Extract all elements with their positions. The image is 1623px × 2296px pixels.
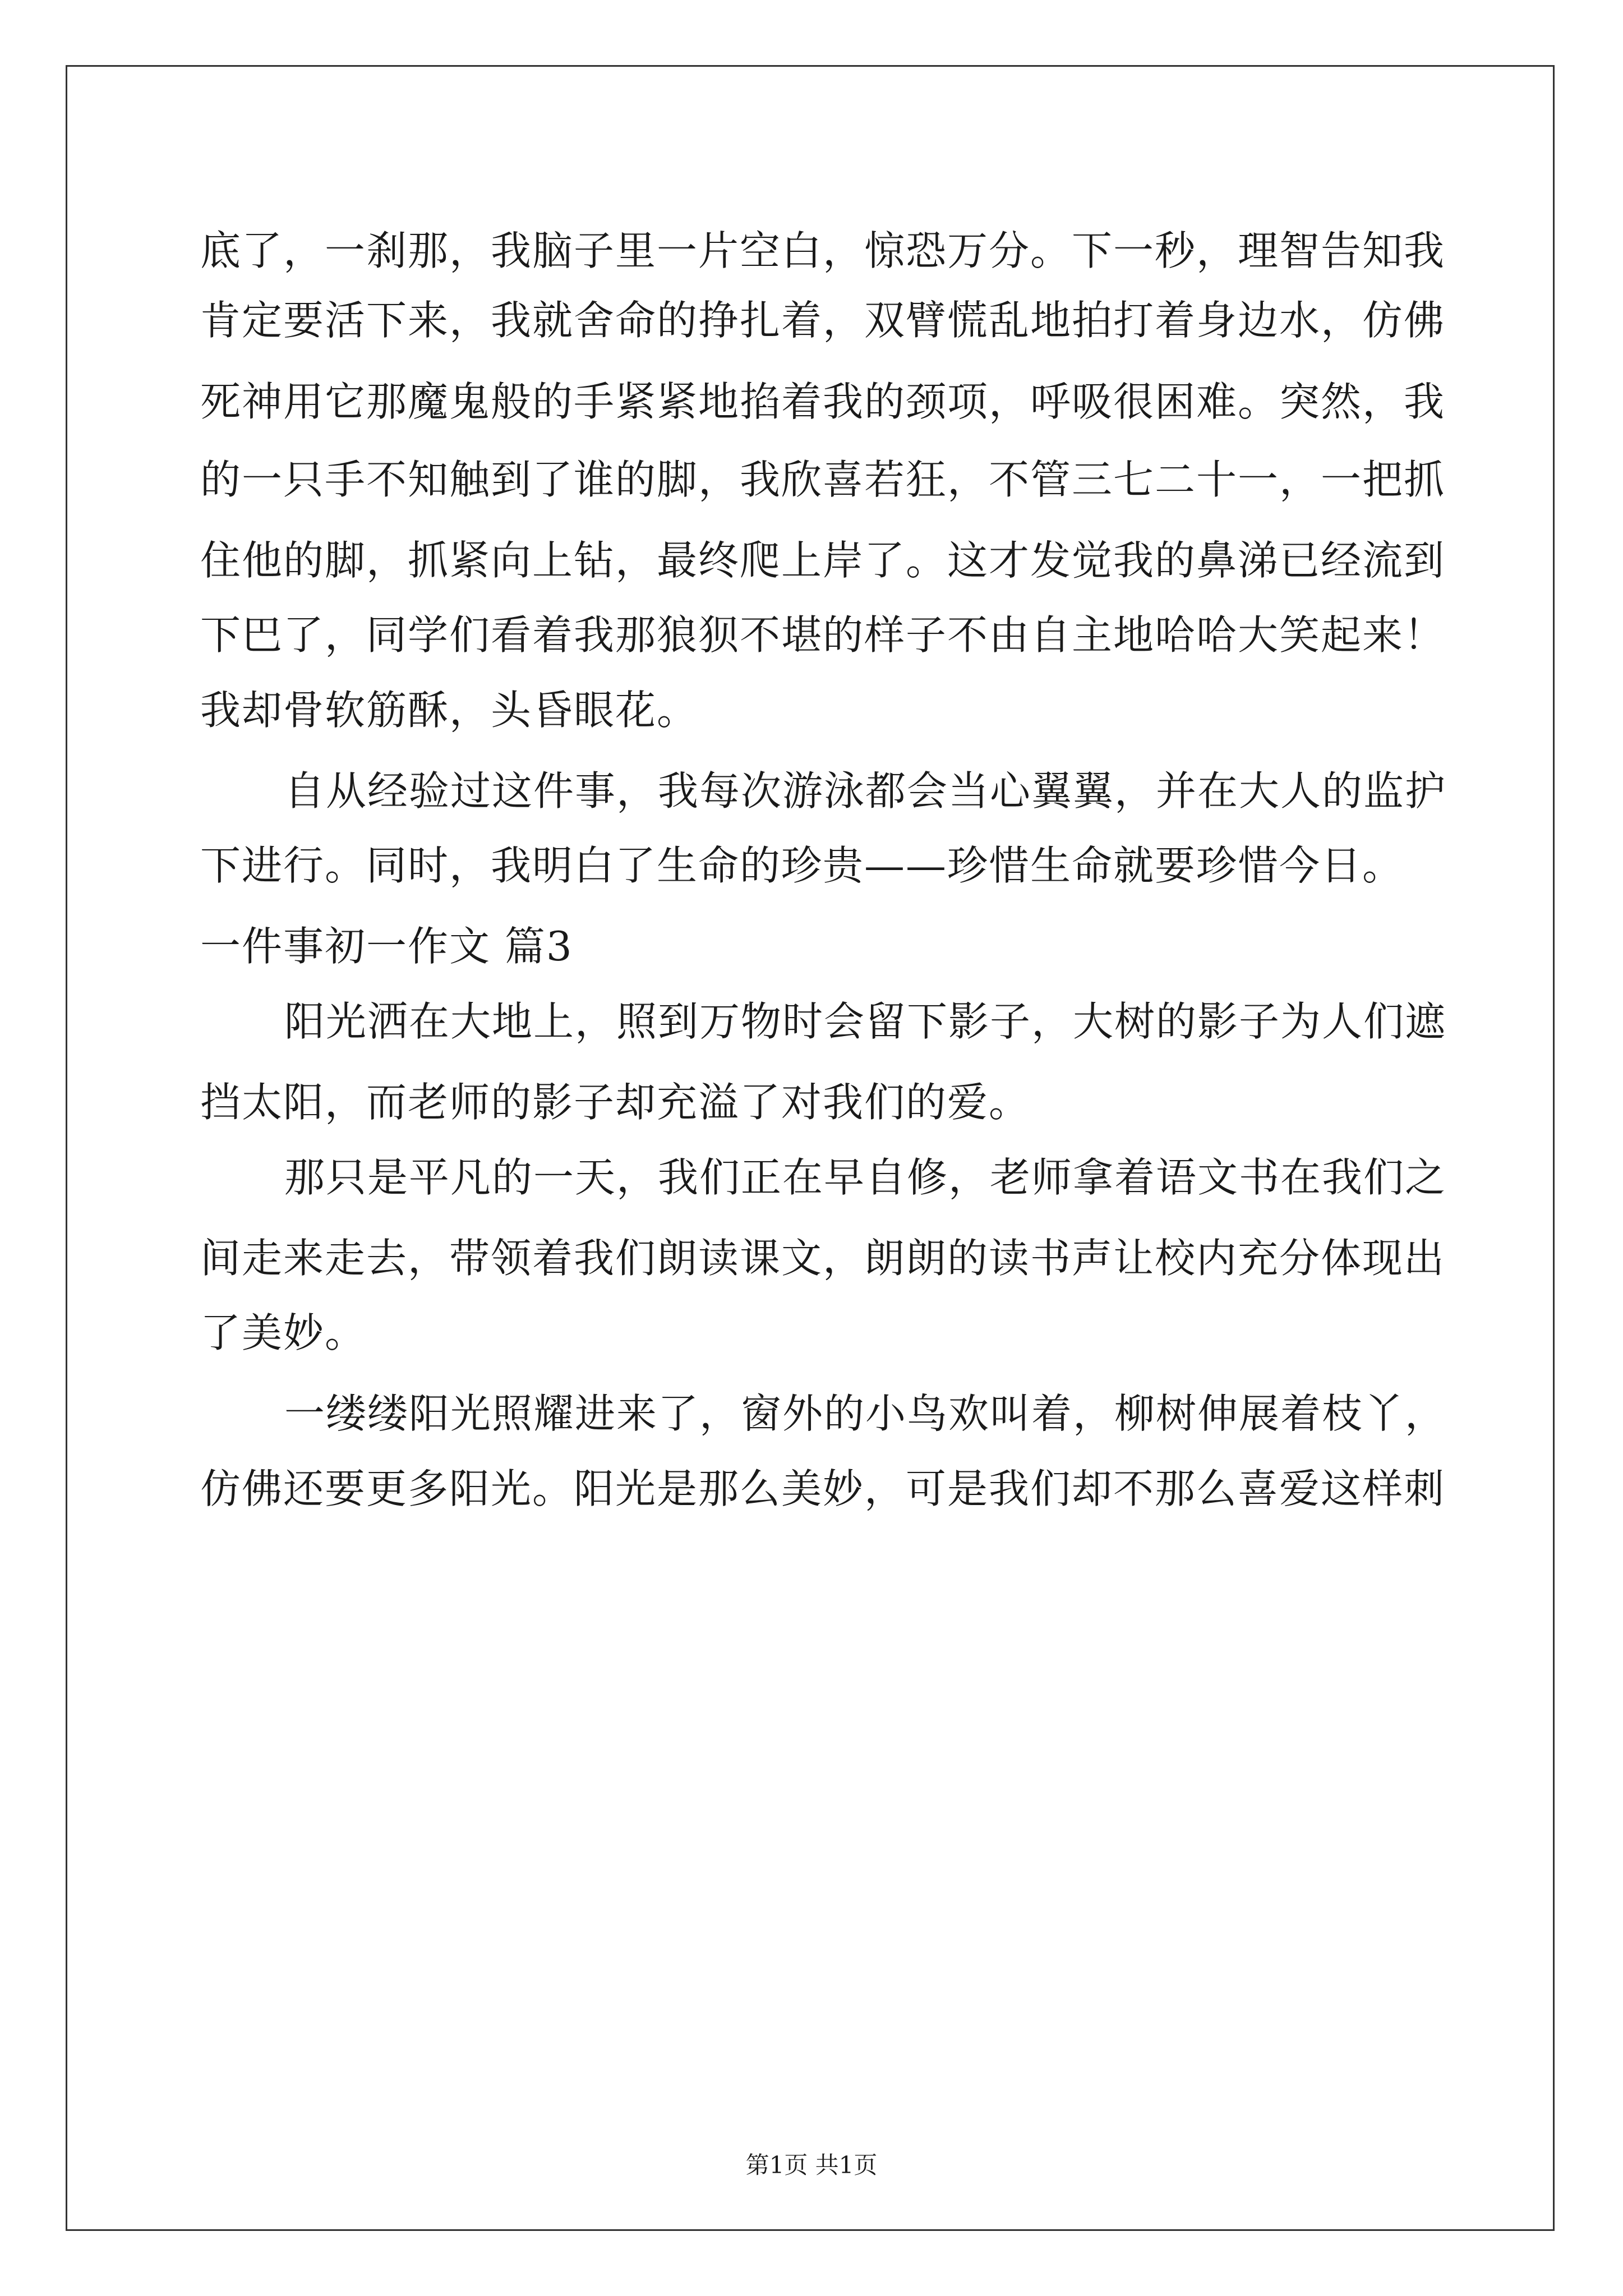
paragraph-line: 一缕缕阳光照耀进来了，窗外的小鸟欢叫着，柳树伸展着枝丫， xyxy=(284,1390,1447,1437)
paragraph-line: 下巴了，同学们看着我那狼狈不堪的样子不由自主地哈哈大笑起来！ xyxy=(200,611,1446,659)
paragraph-line: 那只是平凡的一天，我们正在早自修，老师拿着语文书在我们之 xyxy=(284,1154,1447,1201)
paragraph-line: 住他的脚，抓紧向上钻，最终爬上岸了。这才发觉我的鼻涕已经流到 xyxy=(200,537,1446,584)
paragraph-line: 下进行。同时，我明白了生命的珍贵——珍惜生命就要珍惜今日。 xyxy=(200,842,1404,889)
section-heading: 一件事初一作文 篇3 xyxy=(200,923,573,970)
paragraph-line: 了美妙。 xyxy=(200,1309,367,1356)
paragraph-line: 死神用它那魔鬼般的手紧紧地掐着我的颈项，呼吸很困难。突然，我 xyxy=(200,378,1446,425)
paragraph-line: 仿佛还要更多阳光。阳光是那么美妙，可是我们却不那么喜爱这样刺 xyxy=(200,1465,1446,1512)
paragraph-line: 肯定要活下来，我就舍命的挣扎着，双臂慌乱地拍打着身边水，仿佛 xyxy=(200,297,1446,344)
paragraph-line: 阳光洒在大地上，照到万物时会留下影子，大树的影子为人们遮 xyxy=(284,998,1447,1045)
paragraph-line: 间走来走去，带领着我们朗读课文，朗朗的读书声让校内充分体现出 xyxy=(200,1235,1446,1282)
paragraph-line: 底了，一刹那，我脑子里一片空白，惊恐万分。下一秒，理智告知我 xyxy=(200,227,1446,274)
paragraph-line: 挡太阳，而老师的影子却充溢了对我们的爱。 xyxy=(200,1079,1031,1126)
paragraph-line: 自从经验过这件事，我每次游泳都会当心翼翼，并在大人的监护 xyxy=(284,767,1447,815)
page-footer: 第1页 共1页 xyxy=(745,2151,878,2179)
paragraph-line: 我却骨软筋酥，头昏眼花。 xyxy=(200,687,699,734)
paragraph-line: 的一只手不知触到了谁的脚，我欣喜若狂，不管三七二十一，一把抓 xyxy=(200,456,1446,503)
